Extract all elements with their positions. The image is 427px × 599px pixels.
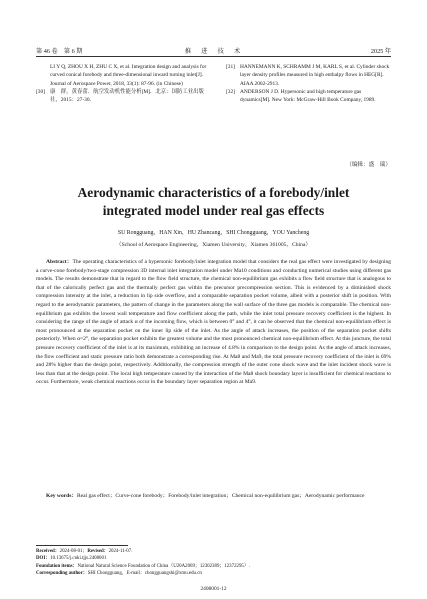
- reference-item: [226, 88, 391, 105]
- abstract-label: Abstract：: [46, 259, 73, 265]
- reference-item: [36, 88, 208, 105]
- doi-line: [36, 555, 391, 562]
- doi-label: DOI：: [36, 556, 51, 562]
- reference-text: LI Y Q, ZHOU X H, ZHU C X, et al. Integration design and analysis for curved conical forebody and three-dimensional inward turning inlet[J]. Journal of Aerospace Power, 2018, 33(1): 87-96. (in Chinese): [50, 64, 207, 87]
- editor-note: （编辑：盛 瑞）: [346, 162, 391, 168]
- keywords-text: Real gas effect；Curve-cone forebody；Forebody/inlet integration；Chemical non-equilibrium gas；Aerodynamic performance: [76, 493, 365, 499]
- keywords: [36, 492, 391, 501]
- received-date: 2024-08-01；: [59, 549, 88, 554]
- reference-text: ANDERSON J D. Hypersonic and high temperature gas dynamics[M]. New York: McGraw-Hill Book Company, 1989.: [240, 88, 376, 104]
- footnote-rule: [36, 545, 128, 546]
- references-left-column: [36, 63, 208, 104]
- title-line-2: integrated model under real gas effects: [102, 203, 325, 218]
- revised-label: Revised：: [87, 549, 109, 554]
- received-label: Received：: [36, 549, 60, 554]
- corresponding-author-label: Corresponding author：: [36, 570, 88, 576]
- dates-line: [36, 548, 391, 555]
- doi-value: 10.13675/j.cnki.tjjs.2408001: [50, 556, 107, 562]
- reference-number: [31]: [226, 64, 235, 70]
- corresponding-author-value: SHI Chongguang，E-mail：chongguangshi@xmu.edu.cn: [87, 570, 202, 576]
- journal-name: 推 进 技 术: [184, 47, 243, 55]
- paper-title: [36, 184, 391, 220]
- abstract: [36, 258, 391, 387]
- keywords-label: Key words：: [46, 493, 77, 499]
- header-rule: [36, 56, 391, 57]
- publication-year: 2025 年: [370, 47, 391, 55]
- reference-text: HANNEMANN K, SCHRAMM J M, KARL S, et al. Cylinder shock layer density profiles measured in high enthalpy flows in HEG[R]. AIAA 2002-2913.: [240, 64, 390, 87]
- foundation-value: National Natural Science Foundation of China（U20A2069；12302389；12372295）.: [77, 563, 250, 569]
- revised-date: 2024-11-07.: [108, 549, 133, 554]
- reference-number: [30]: [36, 88, 45, 95]
- author-list: SU Rongguang，HAN Xin，HU Zhancang，SHI Chongguang，YOU Yancheng: [117, 230, 310, 236]
- foundation-line: [36, 563, 391, 570]
- affiliation: （School of Aerospace Engineering，Xiamen University，Xiamen 361005，China）: [116, 242, 311, 248]
- corresponding-author-line: [36, 570, 391, 577]
- foundation-label: Foundation items：: [36, 563, 78, 569]
- page-number: 2408001-12: [200, 586, 227, 592]
- reference-text: 康 群，黄春蕾．航空发动机性能分析[M]．北京：国防工业出版社，2015：27-30.: [50, 88, 204, 104]
- running-header: [36, 45, 391, 55]
- volume-issue: 第 46 卷 第 6 期: [36, 47, 83, 55]
- title-line-1: Aerodynamic characteristics of a forebody/inlet: [77, 185, 350, 200]
- footnotes: [36, 548, 391, 577]
- reference-item: [36, 63, 208, 88]
- abstract-text: The operating characteristics of a hypersonic forebody/inlet integration model that considers the real gas effect were investigated by designing a curve-cone forebody/two-stage compression 3D internal inlet integration model under Ma10 conditions and conducting numerical studies using different gas models. The results demonstrate that in regard to the flow field structure, the chemical non-equilibrium gas exhibits a flow field structure that is analogous to that of the calorically perfect gas and the thermally perfect gas within the precursor precompression section. This is evidenced by a diminished shock compression intensity at the inlet, a reduction in lip side overflow, and a comparable separation pocket volume, albeit with a posterior shift in position. With regard to the aerodynamic parameters, the pattern of change in the parameters along the wall surface of the three gas models is comparable. The chemical non-equilibrium gas exhibits the lowest wall temperature and flow coefficient along the path, while the inlet total pressure recovery coefficient is the highest. In considering the range of the angle of attack α of the incoming flow, which is between 0° and 4°, it can be observed that the chemical non-equilibrium effect is most pronounced at the separation pocket on the inner lip side of the inlet. As the angle of attack increases, the position of the separation pocket shifts posteriorly. When α=2°, the separation pocket exhibits the greatest volume and the most pronounced chemical non-equilibrium effect. At this juncture, the total pressure recovery coefficient of the inlet is at its maximum, exhibiting an increase of 4.8% in comparison to the design point. As the angle of attack increases, the flow coefficient and static pressure ratio both demonstrate a corresponding rise. At Ma8 and Ma9, the total pressure recovery coefficient of the inlet is 69% and 28% higher than the design point, respectively. Additionally, the compression strength of the outer cone shock wave and the inlet incident shock wave is less than that at the design point. The local high temperature caused by the interaction of the Ma8 shock boundary layer is insufficient for chemical reactions to occur. Furthermore, weak chemical reactions occur in the boundary layer separation region at Ma9.: [36, 259, 391, 386]
- references-right-column: [226, 63, 391, 104]
- reference-item: [226, 63, 391, 88]
- reference-number: [32]: [226, 88, 235, 95]
